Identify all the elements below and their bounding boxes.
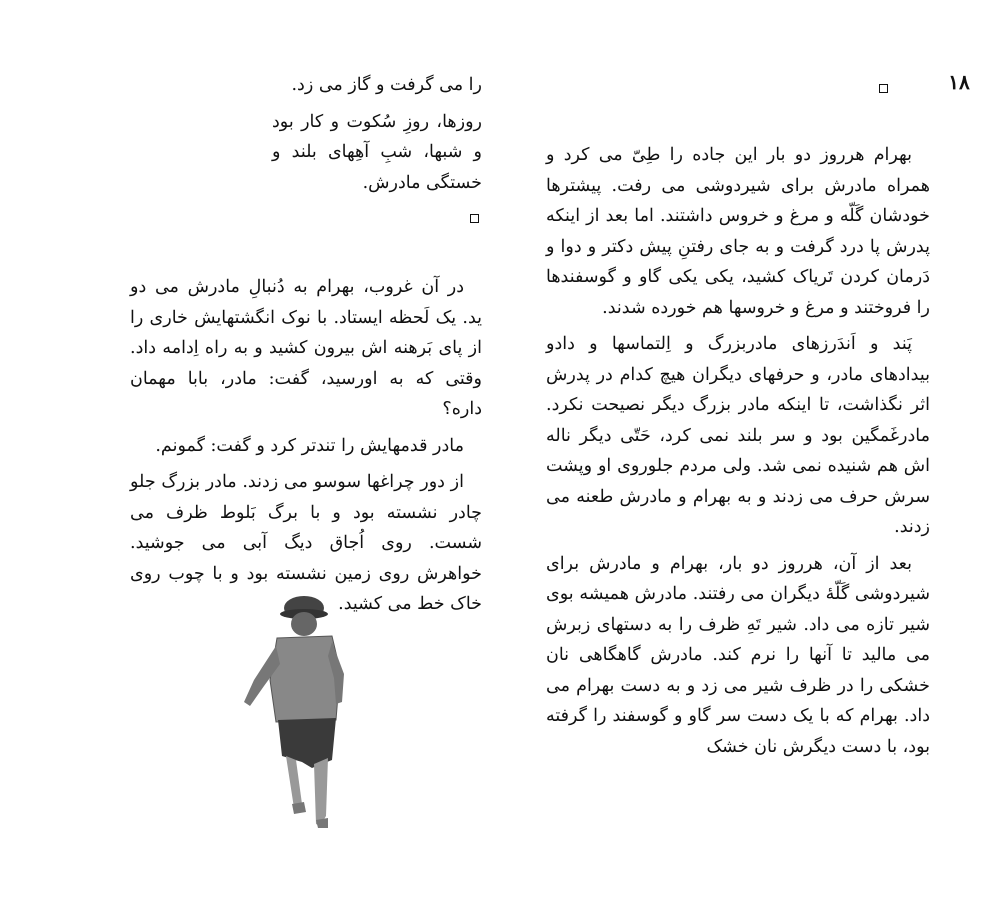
boy-left-foot: [292, 802, 306, 814]
paragraph: مادر قدمهایش را تندتر کرد و گفت: گمونم.: [155, 435, 464, 456]
section-marker-left: [470, 214, 479, 223]
paragraph: بهرام هرروز دو بار این جاده را طِیّ می کرد و همراه مادرش برای شیردوشی می رفت. پیشترها خودشان گَلّه و مرغ و خروس داشتند. اما بعد از اینکه پدرش پا درد گرفت و به جای رفتنِ پیش دکتر و دوا و دَرمان کردن تَریاک کشید، یکی یکی گاو و گوسفندها را فروختند و مرغ و خروسها هم خورده شدند.: [546, 145, 930, 318]
section-marker-right: [879, 84, 888, 93]
boy-right-leg: [314, 758, 328, 826]
paragraph: از دور چراغها سوسو می زدند. مادر بزرگ جلو چادر نشسته بود و با برگ بَلوط ظرف می شست. روی اُجاق دیگ آبی می جوشید. خواهرش روی زمین نشسته بود و با چوب روی خاک خط می کشید.: [130, 472, 482, 614]
paragraph: پَند و اَندَرزهای مادربزرگ و اِلتماسها و دادو بیدادهای مادر، و حرفهای دیگران هیچ کدام در پدرش اثر نگذاشت، تا اینکه مادر بزرگ دیگر نصیحت نکرد. مادرغَمگین بود و سر بلند نمی کرد، حَتّی دیگر ناله اش هم شنیده نمی شد. ولی مردم جلوروی او وپشت سرش حرف می زدند و به بهرام و مادرش طعنه می زدند.: [546, 334, 930, 537]
boy-head: [291, 612, 317, 636]
running-boy-illustration: [232, 590, 372, 830]
boy-jacket: [270, 636, 340, 722]
left-column-top: [272, 70, 482, 204]
right-column: [546, 140, 930, 768]
paragraph: در آن غروب، بهرام به دُنبالِ مادرش می دو ید. یک لَحظه ایستاد. با نوک انگشتهایش خاری را از پای بَرهنه اش بیرون کشید و به راه اِدامه داد. وقتی که به اورسید، گفت: مادر، بابا مهمان داره؟: [130, 277, 482, 419]
boy-left-leg: [286, 756, 302, 808]
left-column-bottom: [130, 272, 482, 626]
paragraph: روزها، روزِ سُکوت و کار بود و شبها، شبِ آهِهای بلند و خستگی مادرش.: [272, 111, 482, 193]
paragraph: را می گرفت و گاز می زد.: [291, 75, 482, 95]
paragraph: بعد از آن، هرروز دو بار، بهرام و مادرش برای شیردوشی گَلّهٔ دیگران می رفتند. مادرش همیشه بوی شیر تازه می داد. شیر تَهِ ظرف را به دستهای زبرش می مالید تا آنها را نرم کند. مادرش گاهگاهی نان خشکی را در ظرف شیر می زد و به دست بهرام می داد. بهرام که با یک دست سر گاو و گوسفند را گرفته بود، با دست دیگرش نان خشک: [546, 553, 930, 757]
page-number: ۱۸: [948, 70, 970, 94]
